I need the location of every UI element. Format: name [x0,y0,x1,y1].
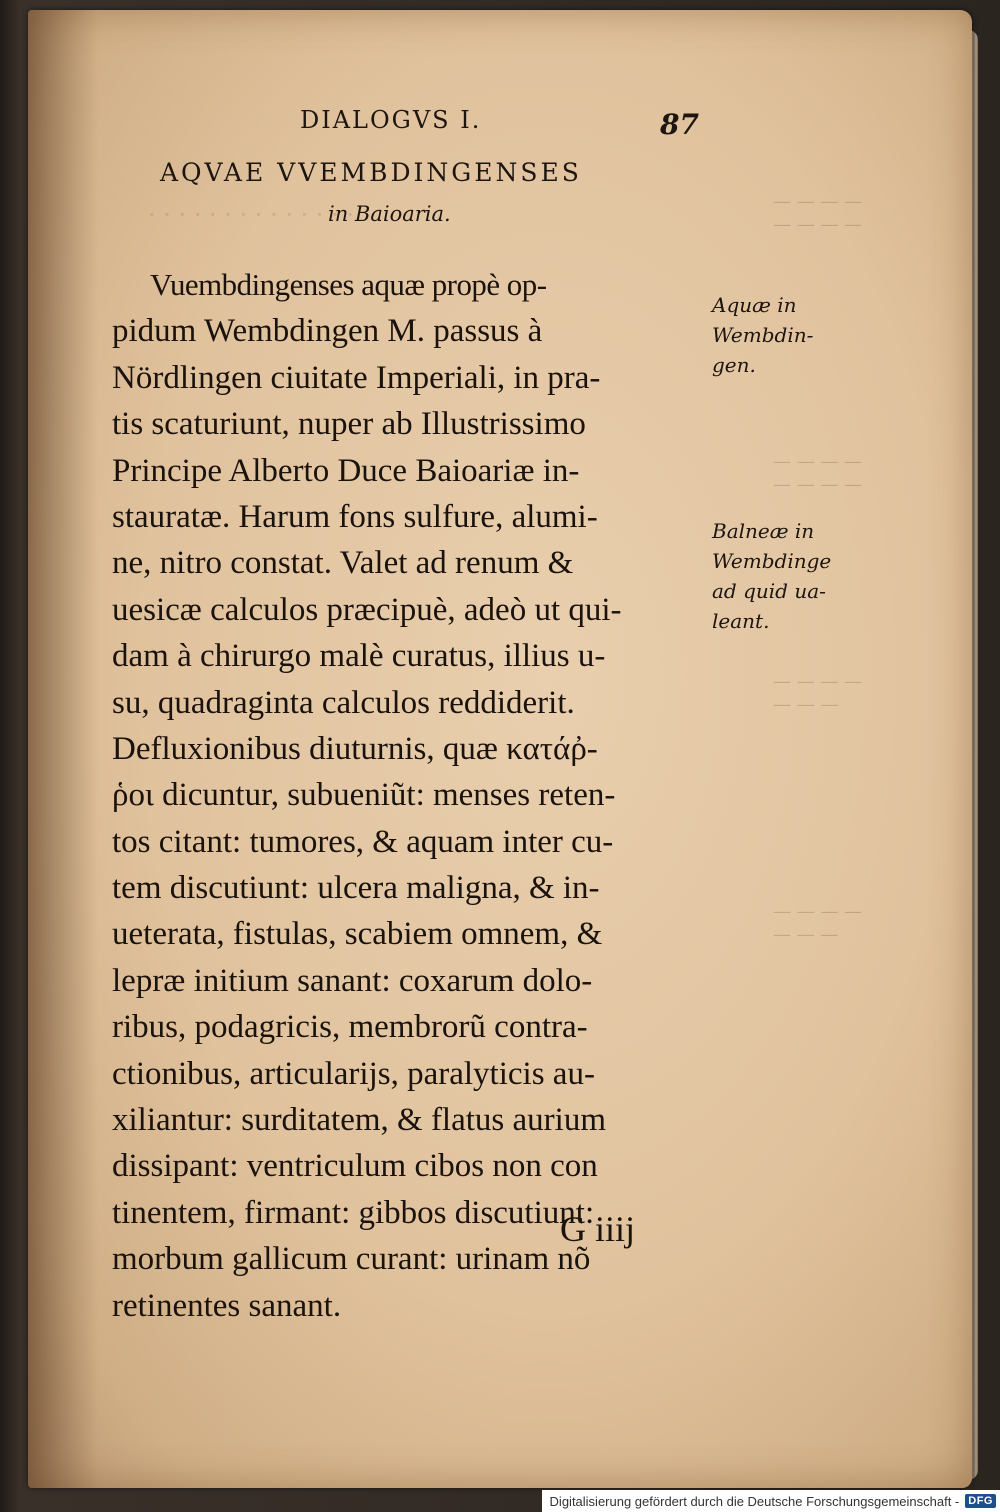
page-number: 87 [660,108,699,141]
margin-note [712,290,813,380]
bleed-through-text: — — — — — — — — [773,191,863,236]
text-line: xiliantur: surditatem, & flatus aurium [112,1102,606,1139]
text-line: tinentem, firmant: gibbos discutiunt: [112,1194,595,1231]
text-line: lepræ initium sanant: coxarum dolo- [112,962,593,999]
text-line: stauratæ. Harum fons sulfure, alumi- [112,498,598,535]
digitization-credit [542,1490,1000,1512]
credit-text: Digitalisierung gefördert durch die Deutsche Forschungsgemeinschaft - [549,1493,960,1509]
section-subtitle: in Baioaria. [328,202,451,226]
text-line: Principe Alberto Duce Baioariæ in- [112,452,580,489]
text-line: su, quadraginta calculos reddiderit. [112,684,575,721]
text-line: tos citant: tumores, & aquam inter cu- [112,823,614,860]
text-line: ῥοι dicuntur, subueniũt: menses reten- [112,777,616,814]
margin-note-line: gen. [712,353,756,377]
margin-note-line: Wembdinge [712,549,832,573]
text-line: ne, nitro constat. Valet ad renum & [112,545,574,582]
margin-note-line: Aquæ in [712,293,797,317]
bleed-through-text: · · · · · · · · · · · · · · [148,201,354,229]
text-line: uesicæ calculos præcipuè, adeò ut qui- [112,591,622,628]
text-line: dam à chirurgo malè curatus, illius u- [112,638,606,675]
text-line: Vuembdingenses aquæ propè op- [150,267,547,302]
bleed-through-text: — — — — — — — — [773,451,863,496]
text-line: Defluxionibus diuturnis, quæ κατάῤ- [112,730,598,767]
running-head: DIALOGVS I. [300,106,482,134]
text-line: Nördlingen ciuitate Imperiali, in pra- [112,359,601,396]
bleed-through-text: — — — — — — — [773,671,863,716]
body-text [112,262,712,1329]
signature-mark: G iiij [560,1209,636,1249]
margin-note-line: Wembdin- [712,323,814,347]
margin-note [712,516,831,636]
bleed-through-text: — — — — — — — [773,901,863,946]
text-line: dissipant: ventriculum cibos non con [112,1148,598,1185]
text-line: tis scaturiunt, nuper ab Illustrissimo [112,406,586,443]
dfg-logo: DFG [965,1494,996,1508]
text-line: morbum gallicum curant: urinam nõ [112,1241,591,1278]
text-line: tem discutiunt: ulcera maligna, & in- [112,870,600,907]
text-line: ueterata, fistulas, scabiem omnem, & [112,916,603,953]
margin-note-line: ad quid ua- [712,579,826,603]
text-line: ribus, podagricis, membrorũ contra- [112,1009,588,1046]
text-line: pidum Wembdingen M. passus à [112,313,543,350]
section-title: AQVAE VVEMBDINGENSES [160,158,582,187]
text-line: ctionibus, articularijs, paralyticis au- [112,1055,595,1092]
text-line: retinentes sanant. [112,1287,342,1324]
margin-note-line: leant. [712,609,770,633]
margin-note-line: Balneæ in [712,519,815,543]
